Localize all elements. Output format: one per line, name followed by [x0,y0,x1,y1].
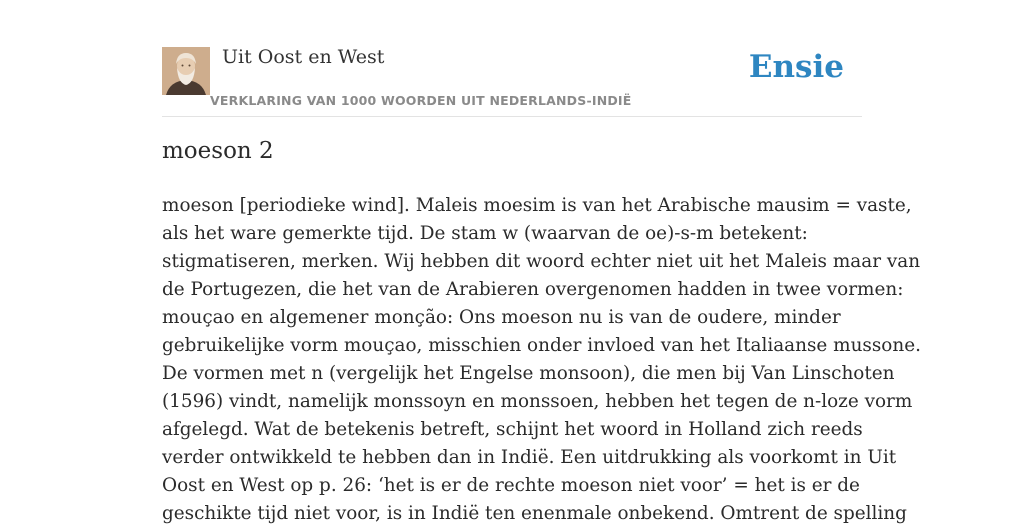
entry-body-line: Oost en West op p. 26: ‘het is er de rechte moeson niet voor’ = het is er de [162,475,860,496]
entry-body-line: geschikte tijd niet voor, is in Indië ten enenmale onbekend. Omtrent de spelling [162,503,907,524]
entry-body-line: de Portugezen, die het van de Arabieren overgenomen hadden in twee vormen: [162,279,904,300]
entry-body-line: stigmatiseren, merken. Wij hebben dit woord echter niet uit het Maleis maar van [162,251,921,272]
book-title[interactable]: Uit Oost en West [222,46,385,68]
entry-body-line: De vormen met n (vergelijk het Engelse monsoon), die men bij Van Linschoten [162,363,895,384]
book-header [162,46,862,117]
entry-body-line: gebruikelijke vorm mouçao, misschien onder invloed van het Italiaanse mussone. [162,335,921,356]
author-portrait-icon[interactable] [162,47,210,95]
entry-body-line: verder ontwikkeld te hebben dan in Indië. Een uitdrukking als voorkomt in Uit [162,447,897,468]
entry-body-line: mouçao en algemener monção: Ons moeson nu is van de oudere, minder [162,307,841,328]
entry-body-line: moeson [periodieke wind]. Maleis moesim is van het Arabische mausim = vaste, [162,195,912,216]
entry-title: moeson 2 [162,138,274,164]
entry-body-line: afgelegd. Wat de betekenis betreft, schijnt het woord in Holland zich reeds [162,419,863,440]
entry-body-line: (1596) vindt, namelijk monssoyn en monssoen, hebben het tegen de n-loze vorm [162,391,913,412]
entry-body-line: als het ware gemerkte tijd. De stam w (waarvan de oe)-s-m betekent: [162,223,808,244]
book-subtitle: VERKLARING VAN 1000 WOORDEN UIT NEDERLANDS-INDIË [210,93,632,108]
author-portrait-graphic [162,47,210,95]
entry-body [162,192,921,528]
brand-logo[interactable]: Ensie [748,49,844,85]
